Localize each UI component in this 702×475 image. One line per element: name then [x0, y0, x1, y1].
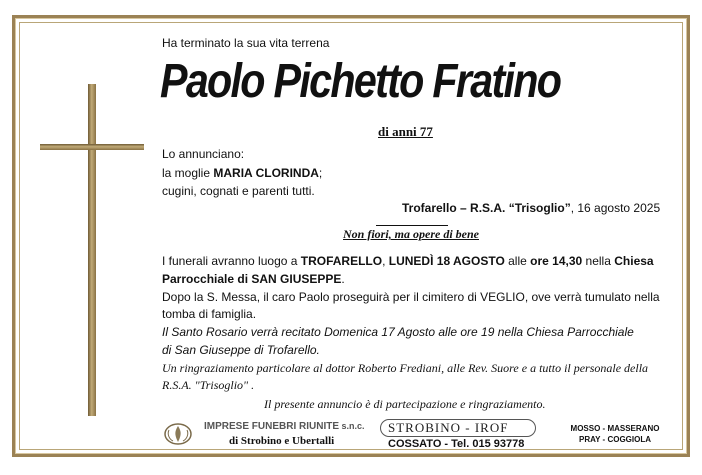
thanks-line-2: R.S.A. "Trisoglio" . [162, 378, 255, 392]
cross-icon [40, 84, 150, 416]
announce-line-3: cugini, cognati e parenti tutti. [162, 184, 315, 198]
age-text: di anni 77 [378, 124, 433, 139]
announce-line-1: Lo annunciano: [162, 147, 245, 161]
funeral-line-2: Parrocchiale di SAN GIUSEPPE. [162, 272, 345, 286]
company-phone: COSSATO - Tel. 015 93778 [388, 438, 525, 450]
deceased-name: Paolo Pichetto Fratino [160, 55, 561, 108]
branch-line-2: PRAY - COGGIOLA [578, 435, 651, 444]
flame-emblem-icon [163, 422, 193, 446]
divider [376, 225, 448, 226]
rosary-line-1: Il Santo Rosario verrà recitato Domenica 17 Agosto alle ore 19 nella Chiesa Parrocchiale [162, 325, 634, 339]
non-fiori-text: Non fiori, ma opere di bene [343, 227, 479, 241]
funeral-line-4: tomba di famiglia. [162, 307, 257, 321]
thanks-line-1: Un ringraziamento particolare al dottor Roberto Frediani, alle Rev. Suore e a tutto il personale della [162, 361, 649, 375]
company-name: IMPRESE FUNEBRI RIUNITE s.n.c. [204, 421, 365, 432]
company-owners: di Strobino e Ubertalli [229, 435, 335, 447]
announce-line-2: la moglie MARIA CLORINDA; [162, 166, 323, 180]
funeral-line-3: Dopo la S. Messa, il caro Paolo proseguirà per il cimitero di VEGLIO, ove verrà tumulato nella [162, 290, 660, 304]
branch-line-1: MOSSO - MASSERANO [570, 424, 660, 433]
company-badge-text: STROBINO - IROF [388, 420, 509, 435]
intro-text: Ha terminato la sua vita terrena [162, 36, 330, 50]
place-date: Trofarello – R.S.A. “Trisoglio”, 16 agosto 2025 [402, 201, 661, 215]
rosary-line-2: di San Giuseppe di Trofarello. [162, 343, 320, 357]
funeral-line-1: I funerali avranno luogo a TROFARELLO, LUNEDÌ 18 AGOSTO alle ore 14,30 nella Chiesa [162, 254, 654, 268]
closing-text: Il presente annuncio è di partecipazione e ringraziamento. [264, 397, 546, 411]
